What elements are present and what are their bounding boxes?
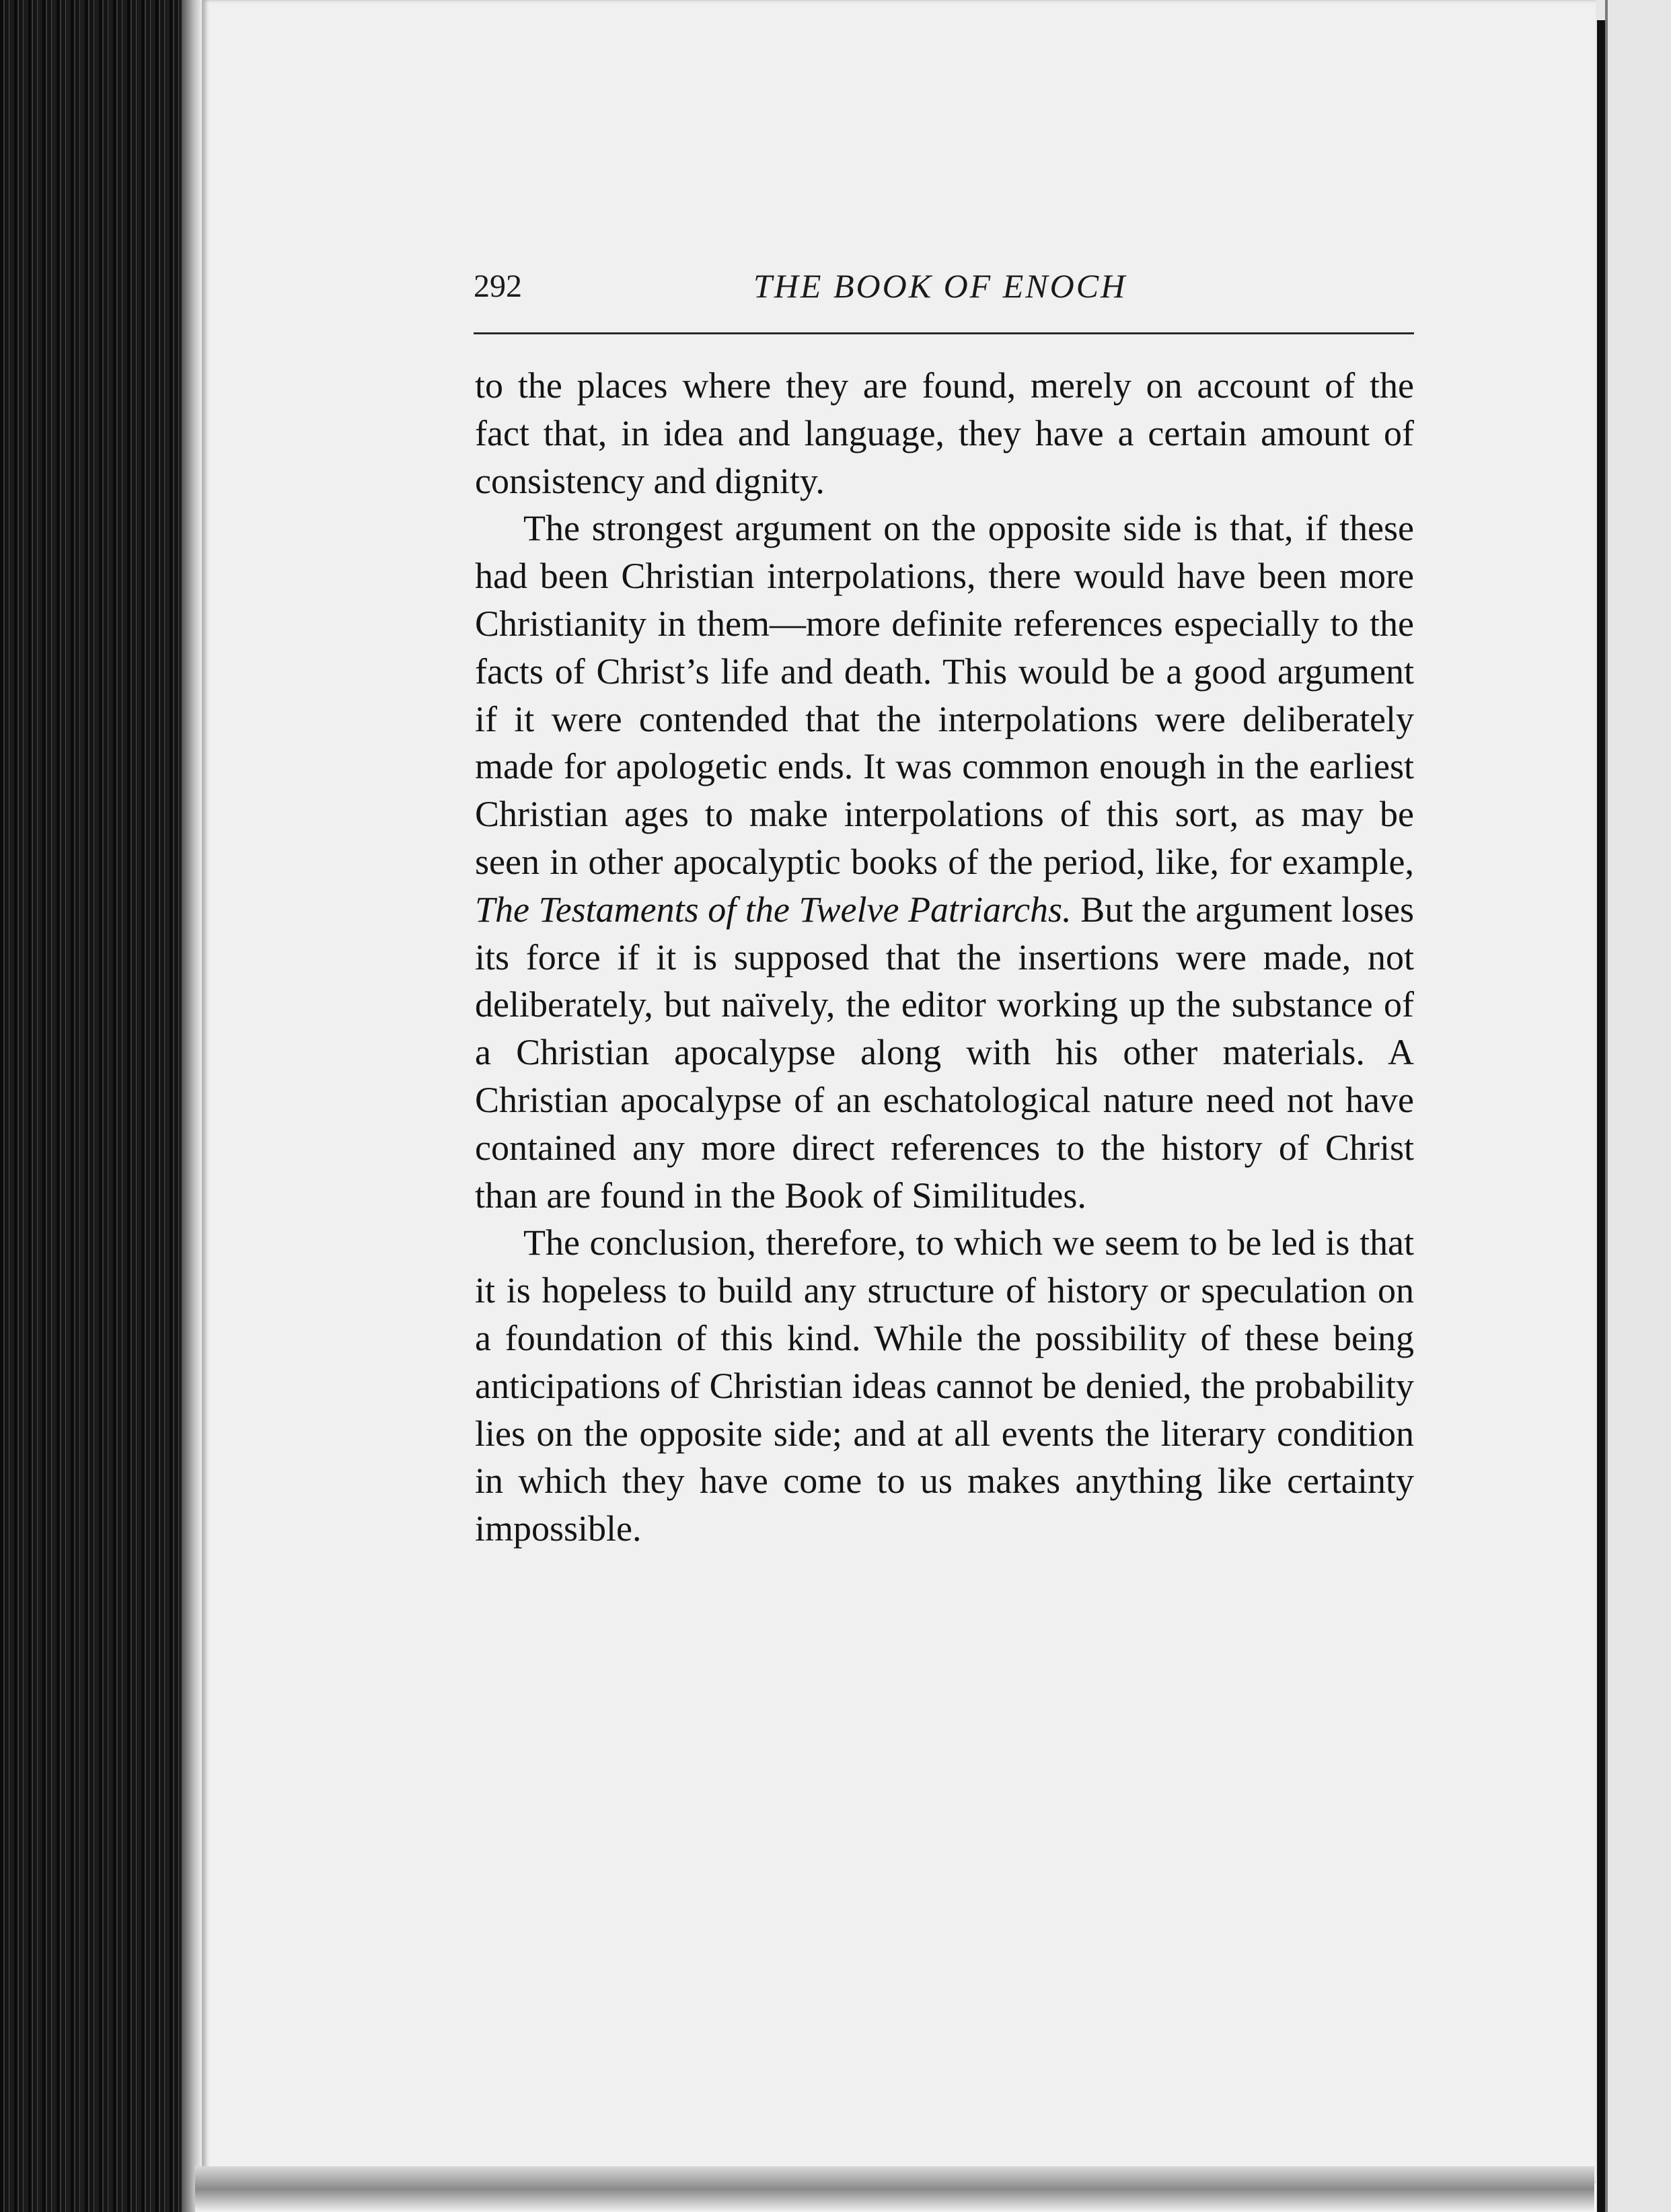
paragraph-1: to the places where they are found, merely on account of the fact that, in idea and language, they have a certain amount of consistency and dignity. xyxy=(475,365,1414,501)
page-bottom-edge xyxy=(195,2166,1594,2212)
paragraph-2 xyxy=(475,505,1414,1219)
book-binding-gutter xyxy=(0,0,195,2212)
page-number: 292 xyxy=(474,268,522,304)
facing-page-border-shadow xyxy=(1605,0,1608,2212)
facing-page-border xyxy=(1597,20,1605,2212)
body-text xyxy=(475,362,1414,1553)
paragraph-3: The conclusion, therefore, to which we seem to be led is that it is hopeless to build any structure of history or speculation on a foundation of this kind. While the possibility of these being anticipations of Christian ideas cannot be denied, the probability lies on the opposite side; and at all events the literary condition in which they have come to us makes anything like certainty impossible. xyxy=(475,1222,1414,1549)
running-head: THE BOOK OF ENOCH xyxy=(753,267,1127,305)
book-title-reference: The Testaments of the Twelve Patriarchs. xyxy=(475,889,1072,930)
binding-edge-shadow xyxy=(182,0,202,2212)
header-rule xyxy=(474,332,1414,334)
paragraph-2-text-a: The strongest argument on the opposite side is that, if these had been Christian interpolations, there would have been more Christianity in them—more definite references especially to the facts of Christ’s life and death. This would be a good argument if it were contended that the interpolations were deliberately made for apologetic ends. It was common enough in the earliest Christian ages to make interpolations of this sort, as may be seen in other apocalyptic books of the period, like, for example, xyxy=(475,508,1414,882)
paragraph-2-text-b: But the argument loses its force if it is supposed that the insertions were made, not deliberately, but naïvely, the editor working up the substance of a Christian apocalypse along with his other materials. A Christian apocalypse of an eschatological nature need not have contained any more direct references to the history of Christ than are found in the Book of Similitudes. xyxy=(475,889,1414,1216)
